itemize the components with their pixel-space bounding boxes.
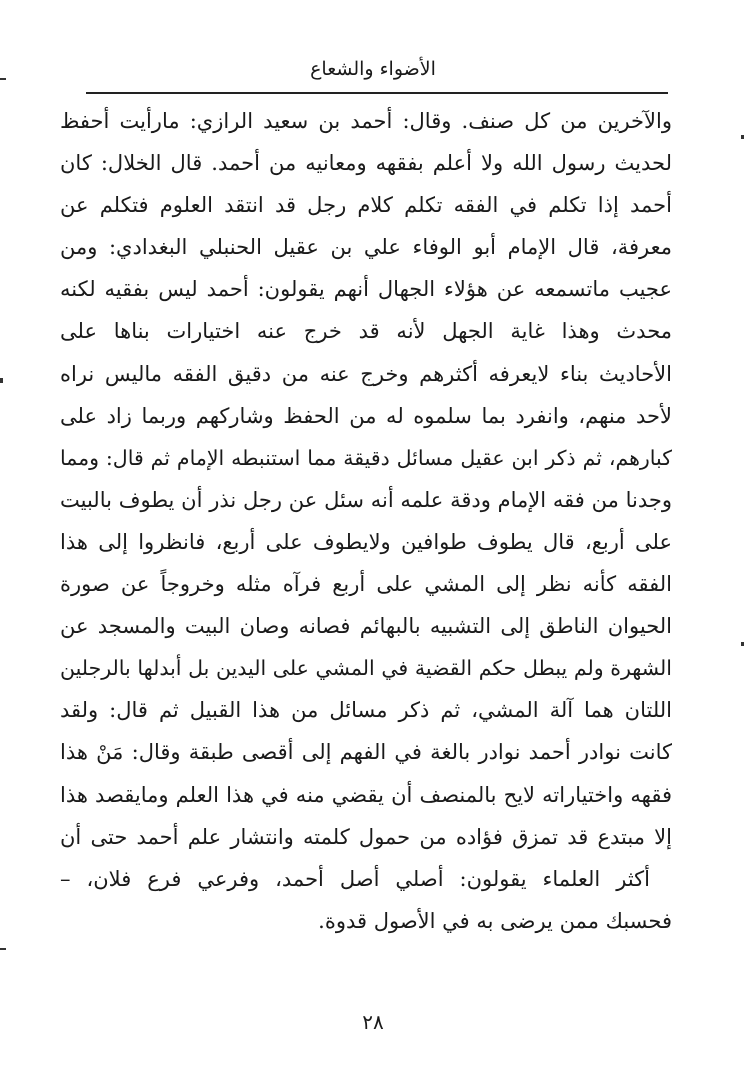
running-header: الأضواء والشعاع <box>310 58 436 80</box>
text-line: أحمد إذا تكلم في الفقه تكلم كلام رجل قد انتقد العلوم فتكلم عن <box>60 193 672 218</box>
text-line: كانت نوادر أحمد نوادر بالغة في الفهم إلى أقصى طبقة وقال: مَنْ هذا <box>60 740 672 765</box>
text-line: وجدنا من فقه الإمام ودقة علمه أنه سئل عن رجل نذر أن يطوف بالبيت <box>60 487 672 512</box>
text-line: لأحد منهم، وانفرد بما سلموه له من الحفظ وشاركهم وربما زاد على <box>60 403 672 428</box>
text-line: محدث وهذا غاية الجهل لأنه قد خرج عنه اختيارات بناها على <box>60 319 672 344</box>
text-line: كبارهم، ثم ذكر ابن عقيل مسائل دقيقة مما استنبطه الإمام ثم قال: ومما <box>60 445 672 470</box>
text-line: اللتان هما آلة المشي، ثم ذكر مسائل من هذا القبيل ثم قال: ولقد <box>60 698 672 723</box>
text-line: معرفة، قال الإمام أبو الوفاء علي بن عقيل الحنبلي البغدادي: ومن <box>60 235 672 260</box>
text-line: لحديث رسول الله ولا أعلم بفقهه ومعانيه من أحمد. قال الخلال: كان <box>60 151 672 176</box>
text-line: الأحاديث بناء لايعرفه أكثرهم وخرج عنه من دقيق الفقه ماليس نراه <box>60 361 672 386</box>
text-line: على أربع، قال يطوف طوافين ولايطوف على أربع، فانظروا إلى هذا <box>60 529 672 554</box>
text-line: والآخرين من كل صنف. وقال: أحمد بن سعيد الرازي: مارأيت أحفظ <box>60 109 672 133</box>
quote-line: أكثر العلماء يقولون: أصلي أصل أحمد، وفرعي فرع فلان، – <box>60 866 651 891</box>
margin-mark-bottom-left <box>0 948 6 950</box>
text-line: الفقه كأنه نظر إلى المشي على أربع فرآه مثله وخروجاً عن صورة <box>60 572 672 597</box>
margin-mark-top-left <box>0 78 6 80</box>
margin-mark-mid-left <box>0 378 3 383</box>
header-rule <box>86 92 668 94</box>
margin-mark-right-1 <box>741 135 744 139</box>
text-line: عجيب ماتسمعه عن هؤلاء الجهال أنهم يقولون: أحمد ليس بفقيه لكنه <box>60 277 672 302</box>
page-number: ٢٨ <box>362 1010 384 1034</box>
text-line: إلا مبتدع قد تمزق فؤاده من حمول كلمته وانتشار علم أحمد حتى أن <box>60 824 672 849</box>
quote-line: فحسبك ممن يرضى به في الأصول قدوة. <box>318 908 672 933</box>
text-line: فقهه واختياراته لايح بالمنصف أن يقضي منه في هذا العلم ومايقصد هذا <box>60 782 672 807</box>
margin-mark-right-2 <box>741 642 744 646</box>
text-line: الشهرة ولم يبطل حكم القضية في المشي على اليدين بل أبدلها بالرجلين <box>60 656 672 681</box>
body-text <box>60 100 672 942</box>
text-line: الحيوان الناطق إلى التشبيه بالبهائم فصانه وصان البيت والمسجد عن <box>60 614 672 639</box>
